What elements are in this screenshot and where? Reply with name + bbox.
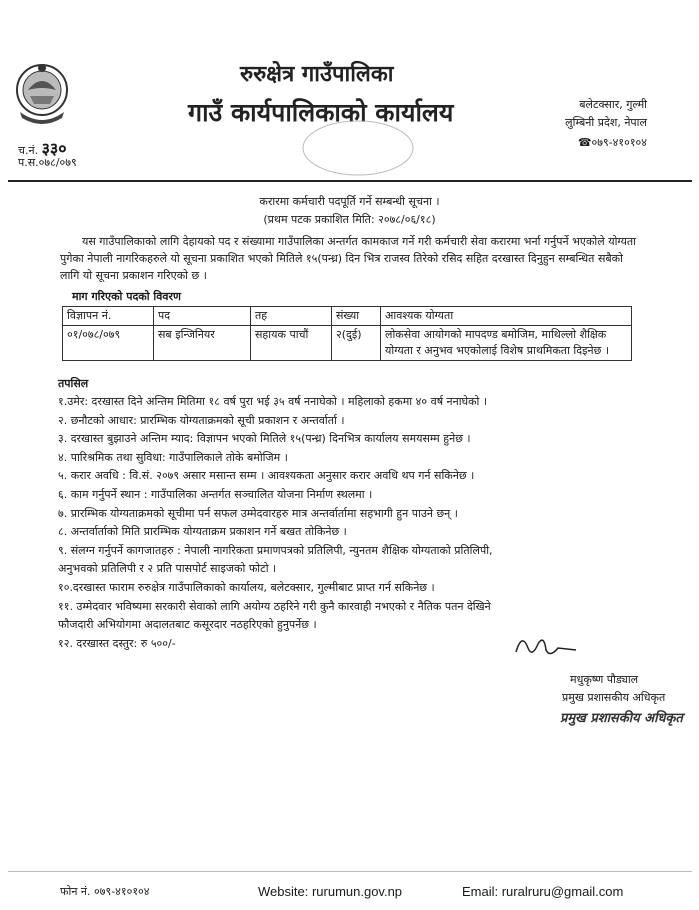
footer-website[interactable]: Website: rurumun.gov.np — [258, 884, 403, 899]
nepal-emblem-icon — [14, 60, 70, 130]
address-line1: बलेटक्सार, गुल्मी — [579, 98, 647, 111]
phone-line — [578, 135, 647, 150]
table-header-row — [63, 307, 632, 326]
footer-divider — [8, 871, 692, 872]
notice-body: यस गाउँपालिकाको लागि देहायको पद र संख्यामा गाउँपालिका अन्तर्गत कामकाज गर्ने गरी कर्मचारी सेवा करारमा भर्ना गर्नुपर्ने भएकोले योग्यता पुगेका नेपाली नागरिकहरुले यो सूचना प्रकाशित भएको मितिले १५(पन्ध्र) दिन भित्र राजस्व तिरेको रसिद सहित दरखास्त दिनुहुन सम्बन्धित सबैको लागि यो सूचना प्रकाशन गरिएको छ । — [60, 235, 637, 282]
list-item: अनुभवको प्रतिलिपी र २ प्रति पासपोर्ट साइजको फोटो । — [58, 562, 277, 576]
list-item: ७. प्रारम्भिक योग्यताक्रमको सूचीमा पर्न सफल उम्मेदवारहरु मात्र अन्तर्वार्तामा सहभागी हुन पाउने छन् । — [58, 506, 458, 520]
col-post: पद — [154, 307, 251, 326]
signatory-name: मधुकृष्ण पौड्याल — [570, 673, 639, 686]
list-item: ८. अन्तर्वार्ताको मिति प्रारम्भिक योग्यताक्रम प्रकाशन गर्ने बखत तोकिनेछ । — [58, 525, 347, 539]
footer-email[interactable]: Email: ruralruru@gmail.com — [462, 884, 624, 899]
details-list — [58, 393, 648, 653]
list-item: ३. दरखास्त बुझाउने अन्तिम म्याद: विज्ञापन भएको मितिले १५(पन्ध्र) दिनभित्र कार्यालय समयसम्म हुनेछ । — [58, 432, 471, 446]
vacancy-table — [62, 306, 632, 361]
list-item: १२. दरखास्त दस्तुर: रु ५००/- — [58, 636, 176, 650]
list-item: ५. करार अवधि : वि.सं. २०७९ असार मसान्त सम्म । आवश्यकता अनुसार करार अवधि थप गर्न सकिनेछ । — [58, 469, 475, 483]
list-item: फौजदारी अभियोगमा अदालतबाट कसूरदार नठहरिएको हुनुपर्नेछ । — [58, 618, 317, 632]
municipality-name: रुरुक्षेत्र गाउँपालिका — [240, 61, 394, 87]
office-stamp — [298, 118, 418, 178]
list-item: ११. उम्मेदवार भविष्यमा सरकारी सेवाको लागि अयोग्य ठहरिने गरी कुनै कारवाही नभएको र नैतिक पतन देखिने — [58, 599, 491, 613]
address-line2: लुम्बिनी प्रदेश, नेपाल — [565, 116, 647, 129]
footer-phone: फोन नं. ०७९-४१०१०४ — [60, 885, 150, 898]
col-level: तह — [251, 307, 332, 326]
phone-icon: ☎ — [577, 136, 592, 149]
office-name: गाउँ कार्यपालिकाको कार्यालय — [188, 98, 454, 127]
ref-label: च.नं. — [18, 144, 39, 157]
list-item: २. छनौटको आधार: प्रारम्भिक योग्यताक्रमको सूची प्रकाशन र अन्तर्वार्ता । — [58, 413, 345, 427]
header-divider — [8, 180, 692, 182]
header-phone: ०७९-४१०१०४ — [591, 136, 647, 149]
fiscal-year: प.स.०७८/०७९ — [18, 156, 77, 169]
notice-title: करारमा कर्मचारी पदपूर्ति गर्ने सम्बन्धी सूचना । — [259, 195, 440, 208]
list-item: १.उमेर: दरखास्त दिने अन्तिम मितिमा १८ वर्ष पुरा भई ३५ वर्ष ननाघेको । महिलाको हकमा ४० वर्ष ननाघेको । — [58, 395, 488, 408]
cell-ad-no: ०१/०७८/०७९ — [63, 326, 154, 361]
col-count: संख्या — [332, 307, 381, 326]
signature — [510, 628, 580, 664]
col-qualification: आवश्यक योग्यता — [381, 307, 632, 326]
signatory-stamp: प्रमुख प्रशासकीय अधिकृत — [560, 711, 683, 726]
list-item: १०.दरखास्त फाराम रुरुक्षेत्र गाउँपालिकाको कार्यालय, बलेटक्सार, गुल्मीबाट प्राप्त गर्न सकिनेछ । — [58, 580, 435, 594]
list-item: ६. काम गर्नुपर्ने स्थान : गाउँपालिका अन्तर्गत सञ्चालित योजना निर्माण स्थलमा । — [58, 487, 373, 501]
details-heading: तपसिल — [58, 377, 89, 390]
table-row — [63, 326, 632, 361]
table-heading: माग गरिएको पदको विवरण — [72, 290, 181, 303]
list-item: ४. पारिश्रमिक तथा सुविधा: गाउँपालिकाले तोके बमोजिम । — [58, 450, 288, 464]
notice-subtitle: (प्रथम पटक प्रकाशित मिति: २०७८/०६/१८) — [263, 213, 436, 226]
ref-value: ३३० — [41, 139, 67, 158]
col-ad-no: विज्ञापन नं. — [63, 307, 154, 326]
cell-count: २(दुई) — [332, 326, 381, 361]
cell-level: सहायक पाचौं — [251, 326, 332, 361]
signatory-title: प्रमुख प्रशासकीय अधिकृत — [562, 691, 666, 704]
list-item: ९. संलग्न गर्नुपर्ने कागजातहरु : नेपाली नागरिकता प्रमाणपत्रको प्रतिलिपी, न्युनतम शैक्षिक योग्यताको प्रतिलिपी, — [58, 543, 493, 557]
cell-post: सब इन्जिनियर — [154, 326, 251, 361]
cell-qualification: लोकसेवा आयोगको मापदण्ड बमोजिम, माथिल्लो शैक्षिक योग्यता र अनुभव भएकोलाई विशेष प्राथमिकता दिइनेछ । — [381, 326, 632, 361]
